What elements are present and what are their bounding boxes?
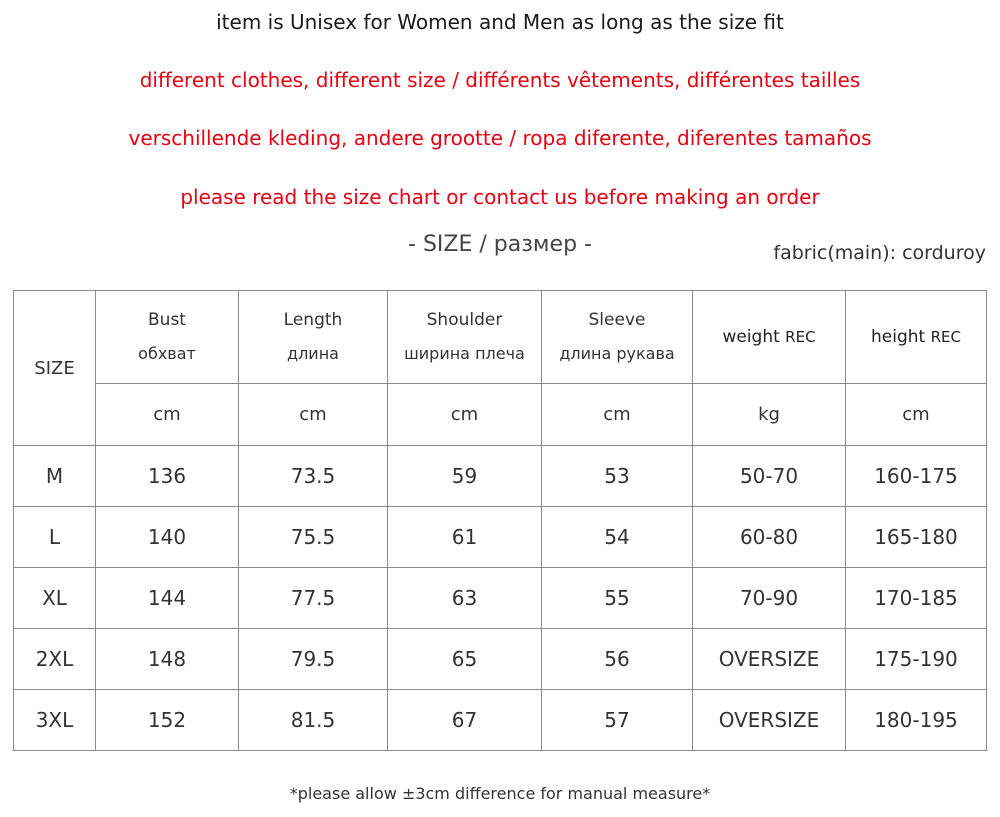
- table-row: [14, 568, 987, 629]
- fabric-info: fabric(main): corduroy: [773, 242, 986, 264]
- size-cell: 2XL: [14, 629, 96, 690]
- bust-header-ru: обхват: [138, 344, 196, 363]
- length-cell: 73.5: [239, 446, 388, 507]
- read-chart-note: please read the size chart or contact us before making an order: [180, 185, 820, 209]
- shoulder-cell: 59: [388, 446, 542, 507]
- table-row: [14, 507, 987, 568]
- size-cell: M: [14, 446, 96, 507]
- shoulder-cell: 67: [388, 690, 542, 751]
- length-unit: cm: [239, 384, 388, 446]
- weight-header-label: weight: [722, 327, 780, 347]
- weight-header-rec: REC: [785, 328, 816, 346]
- length-cell: 81.5: [239, 690, 388, 751]
- size-header: SIZE: [14, 291, 96, 446]
- table-header-row: [14, 291, 987, 384]
- size-note-nl-es: verschillende kleding, andere grootte / ropa diferente, diferentes tamaños: [128, 126, 872, 150]
- weight-cell: 70-90: [693, 568, 846, 629]
- weight-cell: 60-80: [693, 507, 846, 568]
- bust-cell: 148: [96, 629, 239, 690]
- shoulder-header-ru: ширина плеча: [404, 344, 525, 363]
- bust-cell: 152: [96, 690, 239, 751]
- bust-cell: 144: [96, 568, 239, 629]
- length-cell: 75.5: [239, 507, 388, 568]
- height-cell: 175-190: [846, 629, 987, 690]
- sleeve-header-ru: длина рукава: [559, 344, 675, 363]
- shoulder-header-label: Shoulder: [426, 310, 503, 330]
- shoulder-cell: 61: [388, 507, 542, 568]
- weight-cell: OVERSIZE: [693, 690, 846, 751]
- length-cell: 77.5: [239, 568, 388, 629]
- size-chart-title: - SIZE / размер -: [408, 232, 592, 257]
- height-header: [846, 291, 987, 384]
- unisex-note: item is Unisex for Women and Men as long as the size fit: [216, 10, 784, 34]
- height-header-label: height: [871, 327, 926, 347]
- bust-unit: cm: [96, 384, 239, 446]
- size-cell: L: [14, 507, 96, 568]
- sleeve-unit: cm: [542, 384, 693, 446]
- shoulder-cell: 63: [388, 568, 542, 629]
- sleeve-cell: 54: [542, 507, 693, 568]
- size-cell: XL: [14, 568, 96, 629]
- shoulder-header: [388, 291, 542, 384]
- shoulder-cell: 65: [388, 629, 542, 690]
- weight-unit: kg: [693, 384, 846, 446]
- length-header-label: Length: [283, 310, 343, 330]
- units-row: [14, 384, 987, 446]
- measurement-tolerance-note: *please allow ±3cm difference for manual measure*: [289, 784, 711, 803]
- weight-cell: OVERSIZE: [693, 629, 846, 690]
- weight-header: [693, 291, 846, 384]
- length-header-ru: длина: [287, 344, 339, 363]
- height-cell: 165-180: [846, 507, 987, 568]
- sleeve-cell: 55: [542, 568, 693, 629]
- height-cell: 180-195: [846, 690, 987, 751]
- height-unit: cm: [846, 384, 987, 446]
- sleeve-cell: 56: [542, 629, 693, 690]
- weight-cell: 50-70: [693, 446, 846, 507]
- bust-header: [96, 291, 239, 384]
- height-header-rec: REC: [930, 328, 961, 346]
- size-chart-table: [13, 290, 987, 751]
- sleeve-header: [542, 291, 693, 384]
- sleeve-cell: 53: [542, 446, 693, 507]
- bust-header-label: Bust: [148, 310, 186, 330]
- bust-cell: 136: [96, 446, 239, 507]
- bust-cell: 140: [96, 507, 239, 568]
- height-cell: 160-175: [846, 446, 987, 507]
- shoulder-unit: cm: [388, 384, 542, 446]
- length-header: [239, 291, 388, 384]
- sleeve-header-label: Sleeve: [588, 310, 646, 330]
- height-cell: 170-185: [846, 568, 987, 629]
- size-note-en-fr: different clothes, different size / différents vêtements, différentes tailles: [139, 68, 861, 92]
- table-row: [14, 629, 987, 690]
- table-row: [14, 690, 987, 751]
- table-row: [14, 446, 987, 507]
- size-cell: 3XL: [14, 690, 96, 751]
- length-cell: 79.5: [239, 629, 388, 690]
- sleeve-cell: 57: [542, 690, 693, 751]
